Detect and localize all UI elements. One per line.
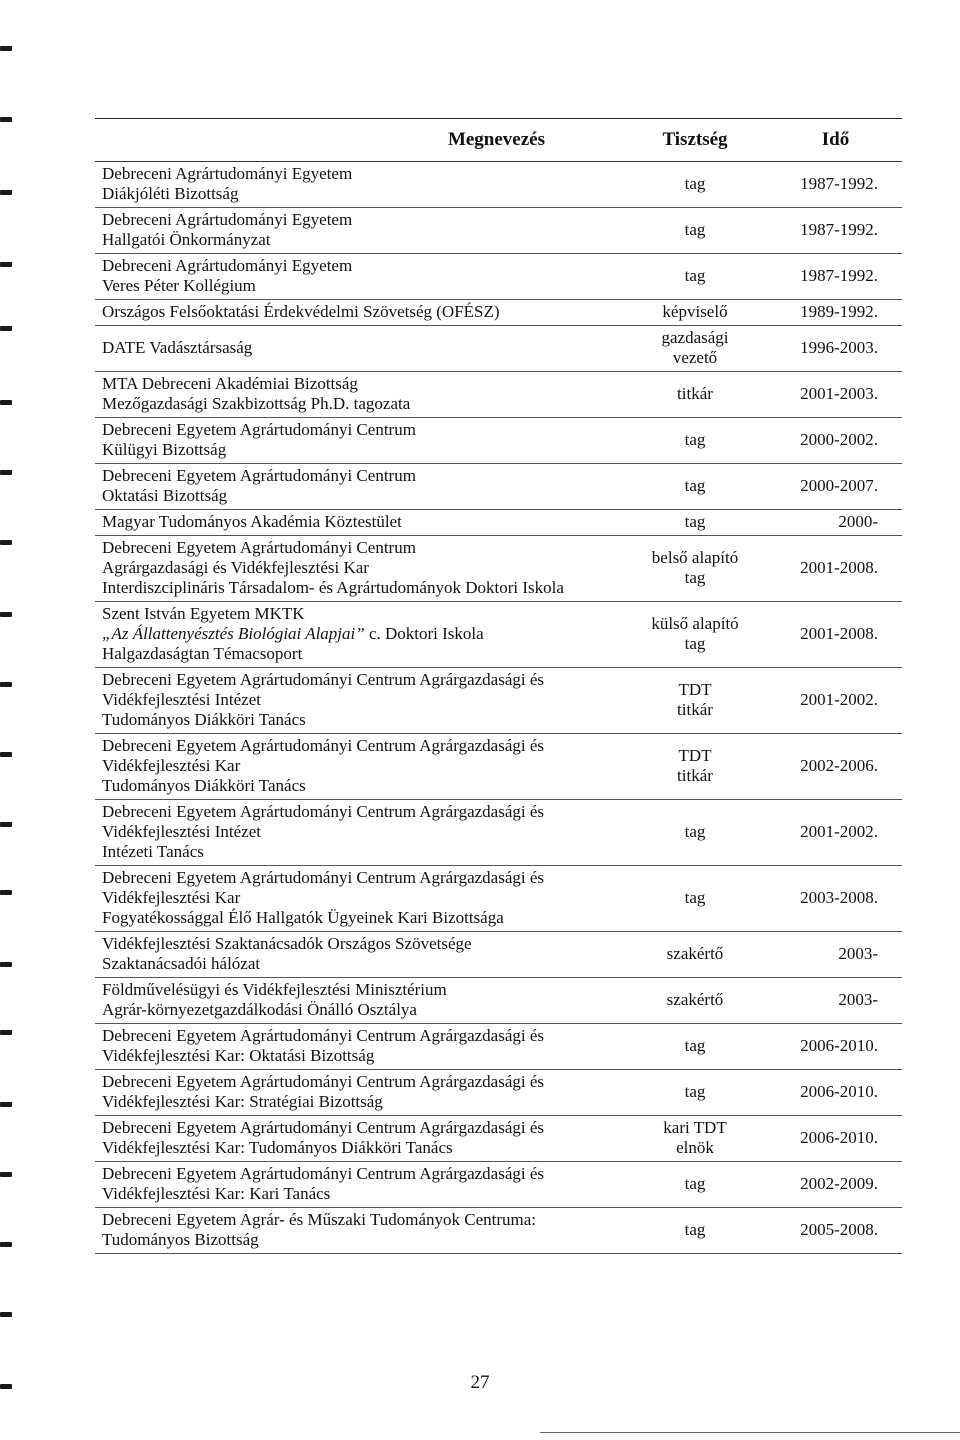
name-line: Fogyatékossággal Élő Hallgatók Ügyeinek Kari Bizottsága (102, 908, 504, 927)
cell-period: 1987-1992. (755, 162, 902, 208)
cell-position (635, 978, 755, 1024)
cell-position (635, 510, 755, 536)
scan-edge-mark (0, 1102, 12, 1107)
name-line: Debreceni Egyetem Agrártudományi Centrum Agrárgazdasági és (102, 868, 545, 887)
cell-name (95, 464, 635, 510)
name-line: Vidékfejlesztési Intézet (102, 822, 261, 841)
position-line: belső alapító (651, 548, 739, 567)
column-header-name: Megnevezés (95, 119, 635, 162)
position-line: külső alapító (651, 614, 739, 633)
table-row (95, 418, 902, 464)
cell-position (635, 254, 755, 300)
table-row (95, 1024, 902, 1070)
positions-table (95, 118, 902, 1254)
position-line: tag (684, 888, 706, 907)
cell-position (635, 932, 755, 978)
cell-period: 2001-2008. (755, 602, 902, 668)
name-line: Debreceni Egyetem Agrártudományi Centrum Agrárgazdasági és (102, 802, 545, 821)
scan-edge-mark (0, 752, 12, 757)
cell-period: 1996-2003. (755, 326, 902, 372)
name-line: Tudományos Diákköri Tanács (102, 710, 306, 729)
name-line: Debreceni Egyetem Agrártudományi Centrum Agrárgazdasági és (102, 736, 545, 755)
table-row (95, 1070, 902, 1116)
position-line: elnök (676, 1138, 714, 1157)
cell-name (95, 932, 635, 978)
scan-edge-mark (0, 262, 12, 267)
cell-period: 1987-1992. (755, 254, 902, 300)
cell-period: 2001-2003. (755, 372, 902, 418)
cell-period: 2002-2006. (755, 734, 902, 800)
cell-position (635, 464, 755, 510)
table-row (95, 1162, 902, 1208)
position-line: szakértő (666, 990, 724, 1009)
table-row (95, 866, 902, 932)
name-line: Interdiszciplináris Társadalom- és Agrártudományok Doktori Iskola (102, 578, 564, 597)
footer-rule (540, 1432, 960, 1433)
position-line: TDT (678, 746, 712, 765)
position-line: vezető (672, 348, 718, 367)
position-line: tag (684, 568, 706, 587)
cell-position (635, 1208, 755, 1254)
name-line: Tudományos Bizottság (102, 1230, 259, 1249)
name-line: Tudományos Diákköri Tanács (102, 776, 306, 795)
cell-name (95, 162, 635, 208)
scan-edge-mark (0, 890, 12, 895)
cell-name (95, 866, 635, 932)
cell-period: 2001-2008. (755, 536, 902, 602)
scan-edge-mark (0, 46, 12, 51)
name-line: Szaktanácsadói hálózat (102, 954, 261, 973)
cell-name (95, 254, 635, 300)
name-line: Debreceni Egyetem Agrártudományi Centrum (102, 538, 416, 557)
cell-period: 1989-1992. (755, 300, 902, 326)
position-line: tag (684, 476, 706, 495)
position-line: tag (684, 634, 706, 653)
table-body (95, 162, 902, 1254)
table-row (95, 510, 902, 536)
italic-title: „Az Állattenyésztés Biológiai Alapjai” (102, 624, 365, 643)
cell-name (95, 1024, 635, 1070)
scan-edge-mark (0, 1242, 12, 1247)
table-row (95, 800, 902, 866)
scan-edge-mark (0, 117, 12, 122)
cell-period: 2000-2007. (755, 464, 902, 510)
name-line: Veres Péter Kollégium (102, 276, 256, 295)
name-line: Országos Felsőoktatási Érdekvédelmi Szövetség (OFÉSZ) (102, 302, 500, 321)
name-line (102, 624, 629, 644)
name-line: Agrárgazdasági és Vidékfejlesztési Kar (102, 558, 369, 577)
cell-position (635, 1070, 755, 1116)
position-line: tag (684, 430, 706, 449)
column-header-position: Tisztség (635, 119, 755, 162)
cell-name (95, 300, 635, 326)
cell-name (95, 668, 635, 734)
position-line: tag (684, 174, 706, 193)
cell-name (95, 510, 635, 536)
cell-name (95, 536, 635, 602)
cell-position (635, 536, 755, 602)
name-line: Vidékfejlesztési Kar: Tudományos Diákköri Tanács (102, 1138, 453, 1157)
cell-name (95, 418, 635, 464)
cell-position (635, 300, 755, 326)
scan-edge-mark (0, 612, 12, 617)
name-line: Szent István Egyetem MKTK (102, 604, 305, 623)
name-line: Vidékfejlesztési Kar: Oktatási Bizottság (102, 1046, 375, 1065)
table-row (95, 208, 902, 254)
cell-period: 2003- (755, 978, 902, 1024)
name-line: Földművelésügyi és Vidékfejlesztési Minisztérium (102, 980, 447, 999)
name-line: Debreceni Egyetem Agrártudományi Centrum Agrárgazdasági és (102, 1118, 545, 1137)
cell-period: 2003-2008. (755, 866, 902, 932)
table-row (95, 372, 902, 418)
table-row (95, 254, 902, 300)
position-line: tag (684, 220, 706, 239)
position-line: titkár (677, 766, 713, 785)
scan-edge-mark (0, 822, 12, 827)
cell-period: 2006-2010. (755, 1024, 902, 1070)
name-line: Hallgatói Önkormányzat (102, 230, 271, 249)
cell-name (95, 1116, 635, 1162)
position-line: képviselő (662, 302, 728, 321)
name-line: Debreceni Egyetem Agrártudományi Centrum Agrárgazdasági és (102, 1026, 545, 1045)
name-line: Debreceni Egyetem Agrártudományi Centrum (102, 420, 416, 439)
cell-name (95, 734, 635, 800)
position-line: tag (684, 822, 706, 841)
cell-position (635, 418, 755, 464)
name-line: DATE Vadásztársaság (102, 338, 253, 357)
page-number: 27 (470, 1372, 490, 1393)
cell-position (635, 734, 755, 800)
cell-position (635, 208, 755, 254)
position-line: TDT (678, 680, 712, 699)
name-line: Vidékfejlesztési Kar (102, 888, 241, 907)
scan-edge-mark (0, 1030, 12, 1035)
column-header-period: Idő (755, 119, 902, 162)
cell-name (95, 372, 635, 418)
position-line: tag (684, 1220, 706, 1239)
name-line: Debreceni Egyetem Agrár- és Műszaki Tudományok Centruma: (102, 1210, 537, 1229)
table-row (95, 668, 902, 734)
cell-period: 2000-2002. (755, 418, 902, 464)
cell-period: 2005-2008. (755, 1208, 902, 1254)
name-line: Halgazdaságtan Témacsoport (102, 644, 303, 663)
cell-position (635, 1116, 755, 1162)
cell-period: 2003- (755, 932, 902, 978)
name-line: Oktatási Bizottság (102, 486, 228, 505)
name-line: Debreceni Agrártudományi Egyetem (102, 256, 353, 275)
cell-name (95, 602, 635, 668)
name-line: Mezőgazdasági Szakbizottság Ph.D. tagozata (102, 394, 411, 413)
name-line: Vidékfejlesztési Kar (102, 756, 241, 775)
scan-edge-mark (0, 400, 12, 405)
cell-position (635, 1162, 755, 1208)
table-row (95, 1116, 902, 1162)
position-line: titkár (677, 384, 713, 403)
position-line: tag (684, 1082, 706, 1101)
cell-name (95, 208, 635, 254)
position-line: kari TDT (663, 1118, 727, 1137)
name-line: Vidékfejlesztési Kar: Stratégiai Bizottság (102, 1092, 383, 1111)
scan-edge-mark (0, 326, 12, 331)
scan-edge-mark (0, 470, 12, 475)
cell-position (635, 866, 755, 932)
table-row (95, 464, 902, 510)
table-row (95, 536, 902, 602)
scan-edge-mark (0, 540, 12, 545)
cell-name (95, 978, 635, 1024)
cell-period: 2001-2002. (755, 800, 902, 866)
cell-position (635, 602, 755, 668)
table-row (95, 300, 902, 326)
cell-period: 2006-2010. (755, 1070, 902, 1116)
cell-name (95, 1208, 635, 1254)
cell-name (95, 1162, 635, 1208)
name-line: Debreceni Egyetem Agrártudományi Centrum Agrárgazdasági és (102, 670, 545, 689)
title-suffix: c. Doktori Iskola (364, 624, 484, 643)
table-row (95, 1208, 902, 1254)
scan-edge-mark (0, 190, 12, 195)
position-line: tag (684, 1174, 706, 1193)
cell-position (635, 372, 755, 418)
scan-edge-mark (0, 682, 12, 687)
table-row (95, 326, 902, 372)
scan-edge-mark (0, 962, 12, 967)
cell-period: 2001-2002. (755, 668, 902, 734)
name-line: Vidékfejlesztési Szaktanácsadók Országos Szövetsége (102, 934, 472, 953)
name-line: Vidékfejlesztési Intézet (102, 690, 261, 709)
cell-period: 2000- (755, 510, 902, 536)
cell-name (95, 1070, 635, 1116)
name-line: Magyar Tudományos Akadémia Köztestület (102, 512, 402, 531)
scan-edge-mark (0, 1312, 12, 1317)
position-line: gazdasági (661, 328, 729, 347)
table-row (95, 162, 902, 208)
cell-position (635, 326, 755, 372)
scan-edge-mark (0, 1172, 12, 1177)
name-line: Intézeti Tanács (102, 842, 204, 861)
name-line: Debreceni Egyetem Agrártudományi Centrum Agrárgazdasági és (102, 1164, 545, 1183)
cell-period: 2002-2009. (755, 1162, 902, 1208)
table-row (95, 734, 902, 800)
name-line: Vidékfejlesztési Kar: Kari Tanács (102, 1184, 331, 1203)
position-line: szakértő (666, 944, 724, 963)
cell-position (635, 668, 755, 734)
table-row (95, 932, 902, 978)
name-line: Debreceni Egyetem Agrártudományi Centrum (102, 466, 416, 485)
name-line: Debreceni Agrártudományi Egyetem (102, 164, 353, 183)
name-line: Debreceni Egyetem Agrártudományi Centrum Agrárgazdasági és (102, 1072, 545, 1091)
cell-position (635, 162, 755, 208)
position-line: titkár (677, 700, 713, 719)
cell-period: 2006-2010. (755, 1116, 902, 1162)
name-line: Agrár-környezetgazdálkodási Önálló Osztálya (102, 1000, 417, 1019)
cell-name (95, 326, 635, 372)
table-row (95, 978, 902, 1024)
cell-period: 1987-1992. (755, 208, 902, 254)
position-line: tag (684, 512, 706, 531)
position-line: tag (684, 266, 706, 285)
cell-position (635, 1024, 755, 1070)
name-line: MTA Debreceni Akadémiai Bizottság (102, 374, 358, 393)
cell-name (95, 800, 635, 866)
table-row (95, 602, 902, 668)
table-header-row (95, 119, 902, 162)
name-line: Diákjóléti Bizottság (102, 184, 239, 203)
name-line: Külügyi Bizottság (102, 440, 227, 459)
name-line: Debreceni Agrártudományi Egyetem (102, 210, 353, 229)
cell-position (635, 800, 755, 866)
position-line: tag (684, 1036, 706, 1055)
